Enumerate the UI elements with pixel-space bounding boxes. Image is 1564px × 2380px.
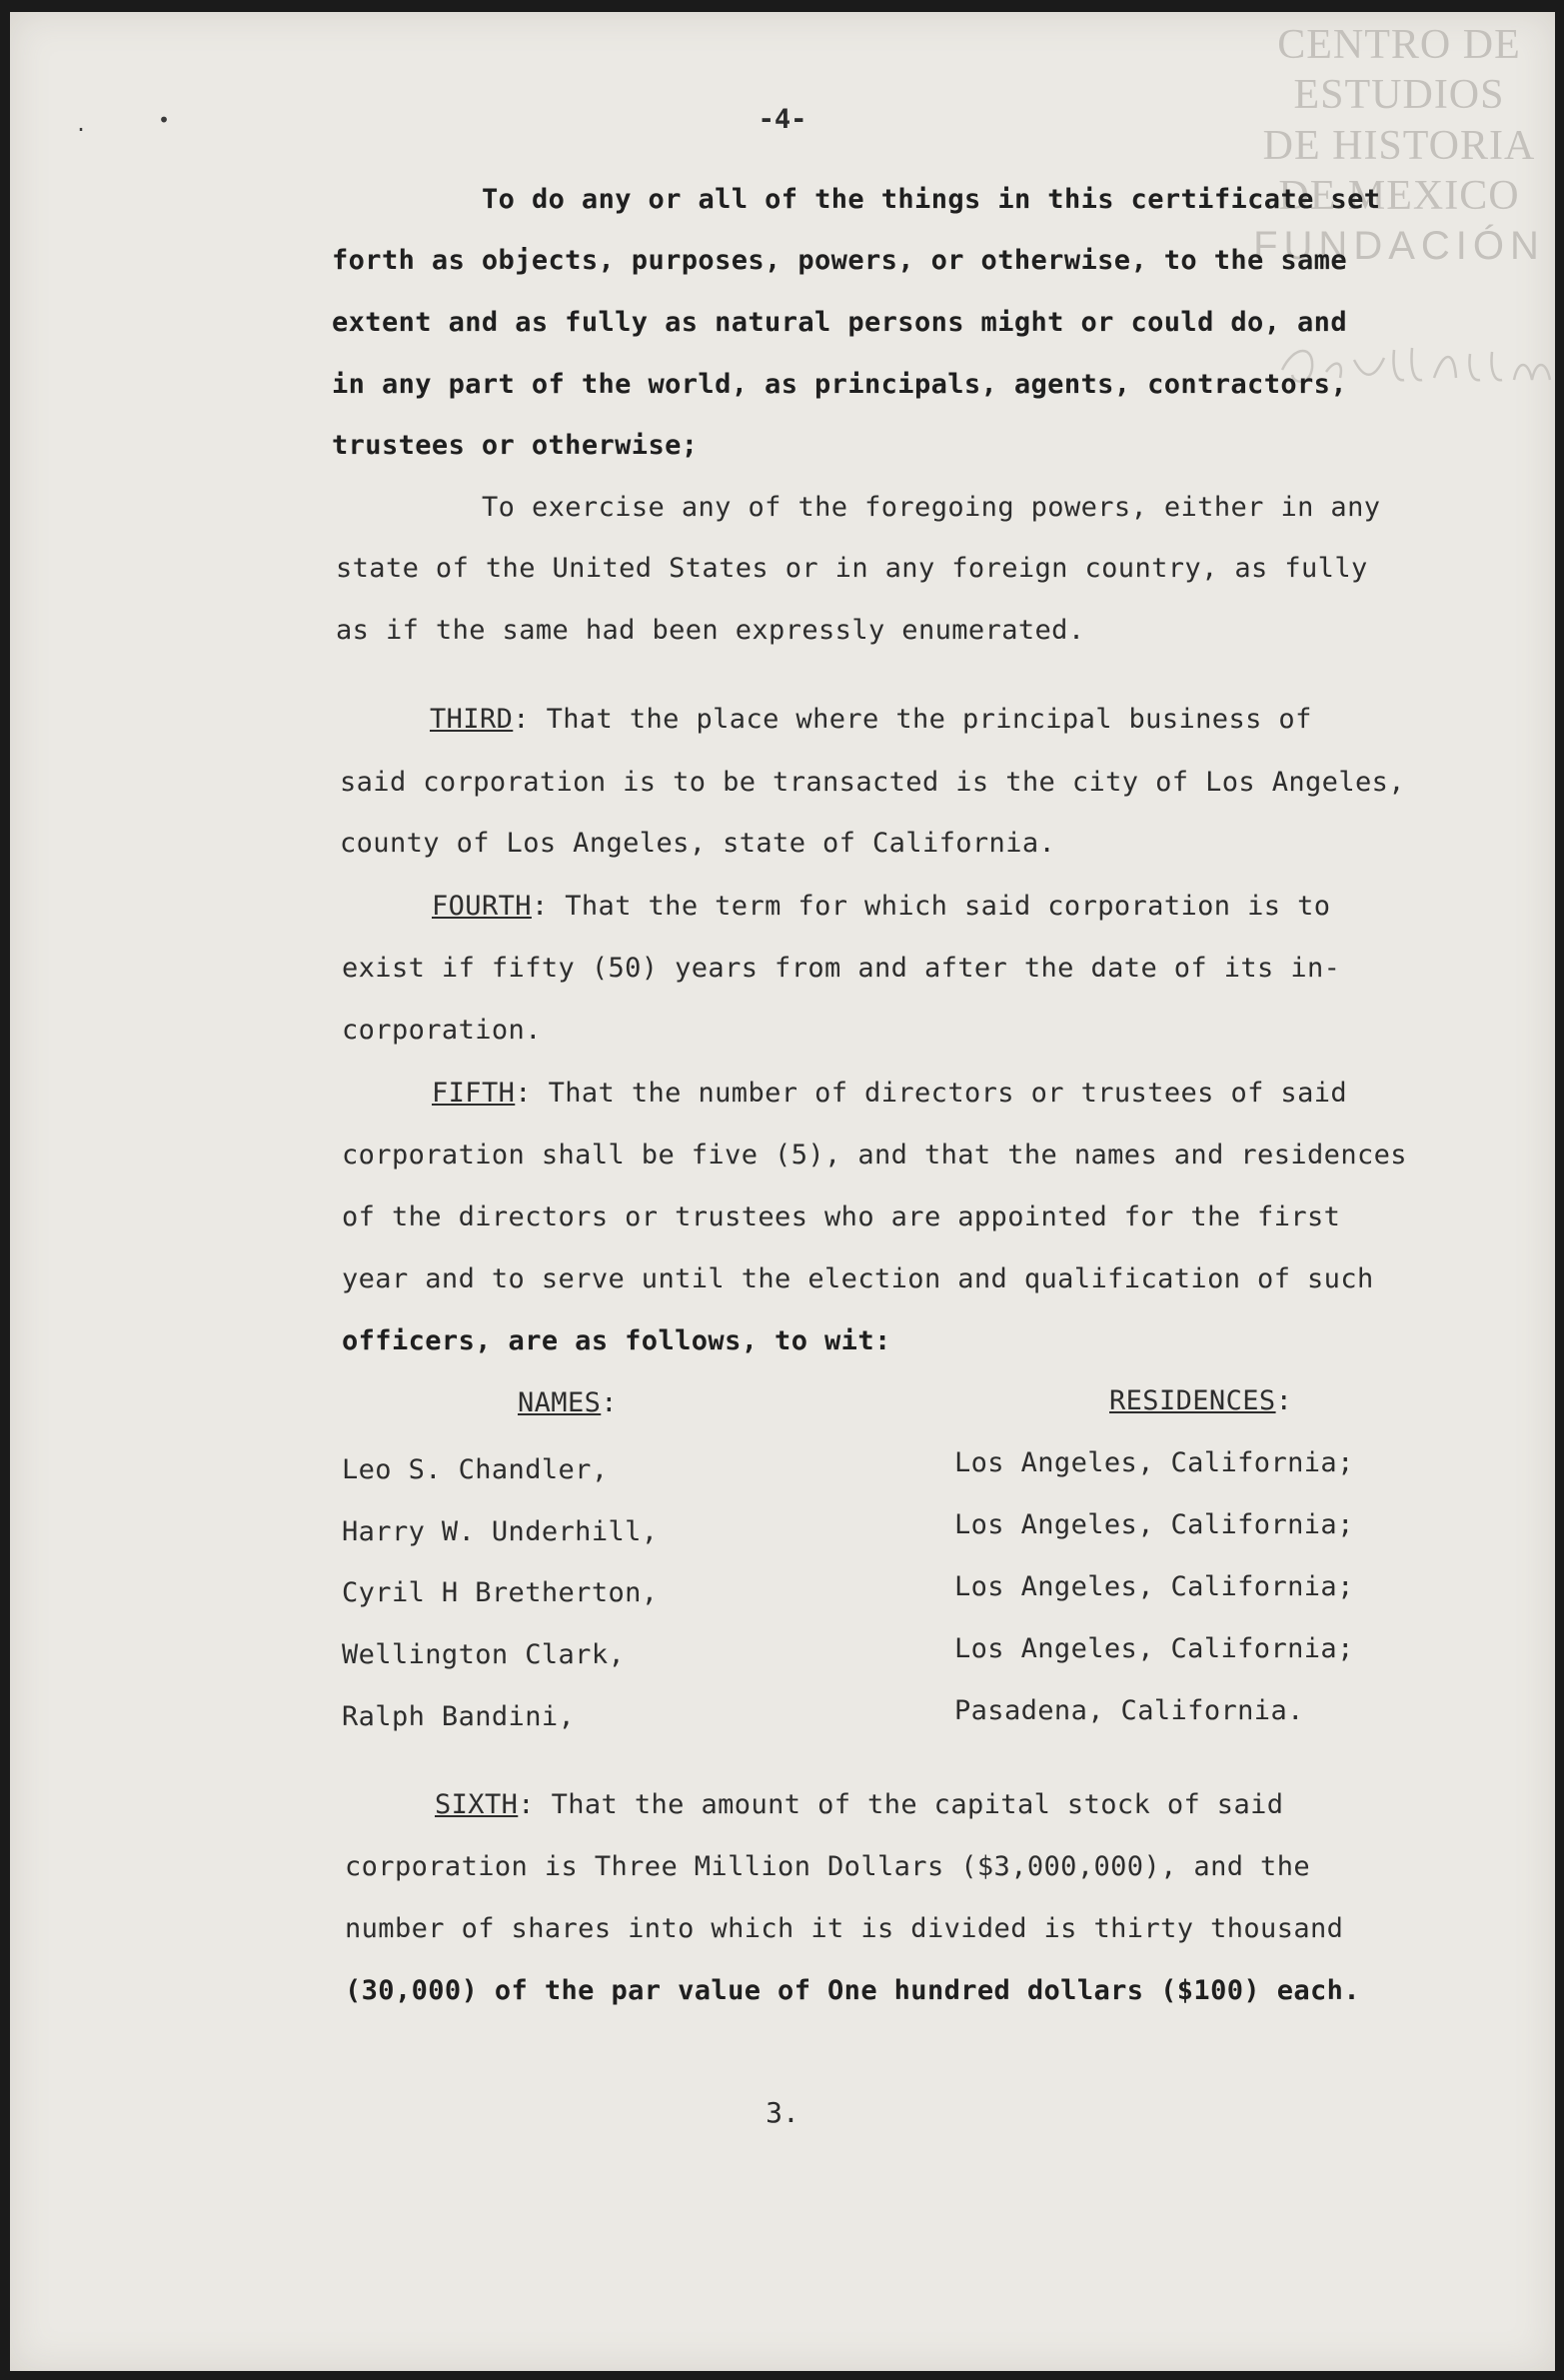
names-header: NAMES xyxy=(518,1387,602,1418)
director-name: Leo S. Chandler, xyxy=(342,1454,609,1485)
paragraph-line: forth as objects, purposes, powers, or otherwise, to the same xyxy=(332,245,1347,276)
watermark-line: ESTUDIOS xyxy=(1293,72,1505,119)
paragraph-line: year and to serve until the election and qualification of such xyxy=(342,1263,1374,1294)
residences-header-colon: : xyxy=(1275,1385,1293,1416)
watermark-foundation: FUNDACIÓN xyxy=(1253,223,1545,268)
watermark-line: DE HISTORIA xyxy=(1262,122,1536,169)
director-name: Ralph Bandini, xyxy=(342,1701,576,1732)
page-footer-number: 3. xyxy=(766,2096,799,2129)
third-clause-line xyxy=(430,704,1312,735)
paragraph-line: trustees or otherwise; xyxy=(332,430,699,461)
sixth-heading: SIXTH xyxy=(435,1789,519,1820)
sixth-clause-line xyxy=(435,1789,1283,1820)
paragraph-line: said corporation is to be transacted is the city of Los Angeles, xyxy=(340,767,1405,798)
paragraph-line: To exercise any of the foregoing powers, either in any xyxy=(482,492,1381,523)
paragraph-line: state of the United States or in any foreign country, as fully xyxy=(336,553,1368,584)
paragraph-line: in any part of the world, as principals, agents, contractors, xyxy=(332,369,1347,400)
director-residence: Pasadena, California. xyxy=(954,1695,1304,1726)
names-header-colon: : xyxy=(601,1387,618,1418)
names-column-header xyxy=(518,1387,618,1418)
page-number: -4- xyxy=(758,104,807,135)
fourth-text: : That the term for which said corporation is to xyxy=(531,891,1331,922)
director-residence: Los Angeles, California; xyxy=(954,1447,1354,1478)
third-heading: THIRD xyxy=(430,704,514,735)
paragraph-line: county of Los Angeles, state of California. xyxy=(340,828,1056,859)
director-name: Wellington Clark, xyxy=(342,1639,626,1670)
scan-mark: • xyxy=(158,108,171,132)
document-page xyxy=(10,12,1555,2371)
paragraph-line: extent and as fully as natural persons might or could do, and xyxy=(332,307,1347,338)
paragraph-line: corporation is Three Million Dollars ($3,000,000), and the xyxy=(345,1851,1311,1882)
fifth-text: : That the number of directors or trustees of said xyxy=(515,1078,1348,1109)
director-residence: Los Angeles, California; xyxy=(954,1633,1354,1664)
archive-watermark xyxy=(1249,20,1549,270)
paragraph-line: officers, are as follows, to wit: xyxy=(342,1325,891,1356)
director-residence: Los Angeles, California; xyxy=(954,1571,1354,1602)
paragraph-line: of the directors or trustees who are appointed for the first xyxy=(342,1201,1341,1232)
fifth-heading: FIFTH xyxy=(432,1078,516,1109)
third-text: : That the place where the principal business of xyxy=(513,704,1312,735)
sixth-text: : That the amount of the capital stock of said xyxy=(518,1789,1284,1820)
watermark-line: CENTRO DE xyxy=(1277,22,1521,68)
fourth-heading: FOURTH xyxy=(432,891,532,922)
residences-column-header xyxy=(1109,1385,1292,1416)
paragraph-line: exist if fifty (50) years from and after the date of its in- xyxy=(342,953,1341,984)
director-residence: Los Angeles, California; xyxy=(954,1509,1354,1540)
paragraph-line: corporation. xyxy=(342,1015,542,1046)
director-name: Cyril H Bretherton, xyxy=(342,1577,659,1608)
fourth-clause-line xyxy=(432,891,1330,922)
paragraph-line: as if the same had been expressly enumerated. xyxy=(336,615,1085,646)
scan-mark: . xyxy=(75,112,88,136)
paragraph-line: To do any or all of the things in this certificate set xyxy=(482,184,1381,215)
paragraph-line: corporation shall be five (5), and that the names and residences xyxy=(342,1140,1407,1171)
residences-header: RESIDENCES xyxy=(1109,1385,1276,1416)
paragraph-line: (30,000) of the par value of One hundred dollars ($100) each. xyxy=(345,1975,1360,2006)
fifth-clause-line xyxy=(432,1078,1347,1109)
director-name: Harry W. Underhill, xyxy=(342,1516,659,1547)
paragraph-line: number of shares into which it is divided is thirty thousand xyxy=(345,1913,1344,1944)
watermark-line: DE MEXICO xyxy=(1278,173,1520,220)
